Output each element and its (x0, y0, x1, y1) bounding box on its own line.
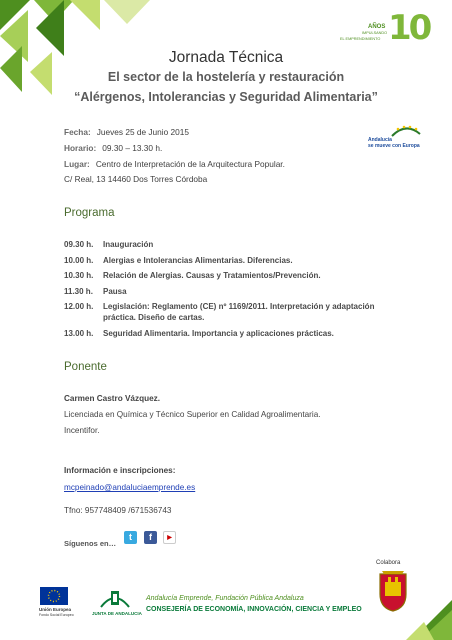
program-time: 13.00 h. (64, 329, 94, 338)
event-topic: “Alérgenos, Intolerancias y Seguridad Alimentaria” (74, 90, 378, 104)
program-desc: Pausa (103, 287, 127, 296)
program-item (64, 287, 394, 298)
youtube-icon[interactable]: ▶ (163, 531, 176, 544)
eu-flag-icon (40, 587, 68, 605)
program-item (64, 271, 394, 282)
event-title: Jornada Técnica (168, 49, 284, 66)
footer-decoration-triangles (372, 600, 452, 640)
logo-anos-text: AÑOS (368, 24, 386, 30)
logo-sub1: IMPULSANDO (362, 31, 388, 35)
program-desc: Seguridad Alimentaria. Importancia y aplicaciones prácticas. (103, 329, 334, 338)
junta-andalucia-logo (97, 585, 133, 611)
logo-sub2: EL EMPRENDIMIENTO (340, 37, 381, 41)
program-item (64, 329, 394, 340)
eu-sublabel: Fondo Social Europeo (39, 613, 74, 617)
contact-heading: Información e inscripciones: (64, 466, 176, 475)
horario-row (64, 143, 162, 153)
program-time: 10.30 h. (64, 271, 94, 280)
program-time: 11.30 h. (64, 287, 93, 296)
fecha-value: Jueves 25 de Junio 2015 (96, 127, 190, 137)
program-item (64, 256, 394, 267)
program-time: 09.30 h. (64, 240, 94, 249)
program-time: 12.00 h. (64, 302, 94, 311)
contact-phone: Tfno: 957748409 /671536743 (64, 506, 172, 515)
horario-label: Horario: (64, 143, 97, 153)
program-item (64, 240, 394, 251)
consejeria-text: CONSEJERÍA DE ECONOMÍA, INNOVACIÓN, CIENCIA Y EMPLEO (146, 606, 362, 613)
anniversary-logo (340, 10, 430, 50)
programa-heading: Programa (64, 207, 115, 219)
ponente-desc: Licenciada en Química y Técnico Superior en Calidad Agroalimentaria. (64, 410, 321, 419)
eu-label: Unión Europea (39, 607, 72, 612)
stars-icon (390, 124, 422, 138)
junta-label: JUNTA DE ANDALUCIA (92, 611, 142, 616)
lugar-row (64, 159, 285, 169)
fundacion-text: Andalucía Emprende, Fundación Pública Andaluza (146, 595, 304, 602)
ponente-heading: Ponente (64, 361, 107, 373)
program-desc: Alergias e Intolerancias Alimentarias. Diferencias. (103, 256, 293, 265)
follow-label: Síguenos en… (64, 539, 117, 548)
horario-value: 09.30 – 13.30 h. (102, 143, 163, 153)
ponente-org: Incentifor. (64, 426, 100, 435)
lugar-value: Centro de Interpretación de la Arquitectura Popular. (95, 159, 285, 169)
fecha-label: Fecha: (64, 127, 91, 137)
address: C/ Real, 13 14460 Dos Torres Córdoba (64, 174, 208, 184)
program-desc: Legislación: Reglamento (CE) nº 1169/2011. Interpretación y adaptación práctica. Diseño de cartas. (103, 302, 375, 322)
colabora-label: Colabora (376, 560, 401, 566)
program-desc: Inauguración (103, 240, 154, 249)
event-subtitle: El sector de la hostelería y restauración (107, 70, 345, 84)
logo-number: 10 (388, 8, 430, 48)
lugar-label: Lugar: (64, 159, 90, 169)
andalucia-europa-logo (368, 124, 428, 154)
program-time: 10.00 h. (64, 256, 94, 265)
program-desc: Relación de Alergias. Causas y Tratamientos/Prevención. (103, 271, 321, 280)
ponente-name: Carmen Castro Vázquez. (64, 394, 161, 403)
andalucia-logo-line1: Andalucía (368, 137, 392, 143)
andalucia-logo-line2: se mueve con Europa (368, 143, 420, 149)
fecha-row (64, 127, 189, 137)
contact-email-link[interactable]: mcpeinado@andaluciaemprende.es (64, 483, 196, 492)
twitter-icon[interactable]: t (124, 531, 137, 544)
program-item (64, 302, 394, 324)
facebook-icon[interactable]: f (144, 531, 157, 544)
